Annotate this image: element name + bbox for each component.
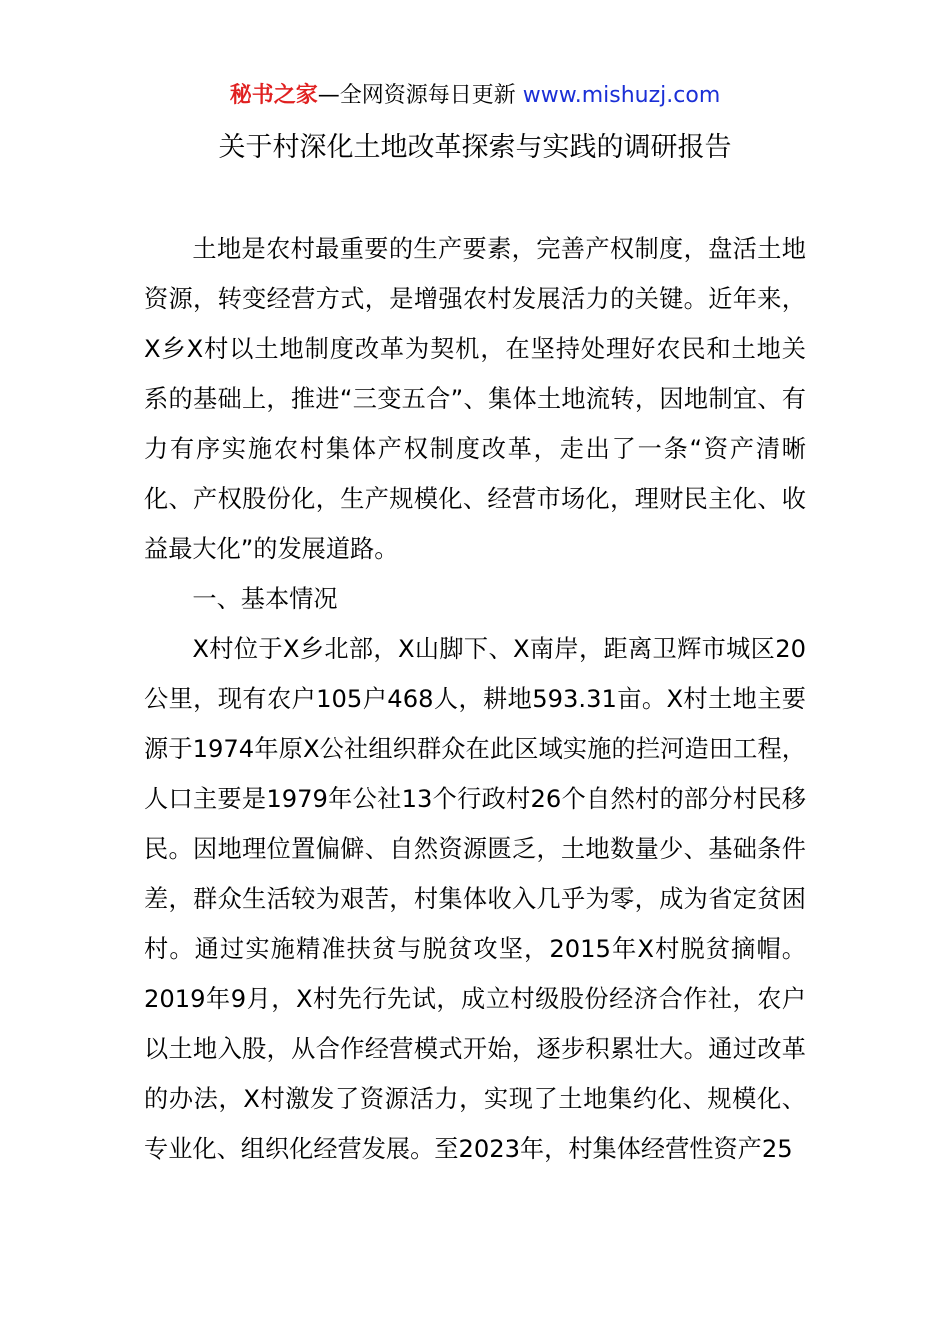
document-title: 关于村深化土地改革探索与实践的调研报告 xyxy=(218,132,732,163)
site-tagline: —全网资源每日更新 xyxy=(317,83,516,108)
site-brand: 秘书之家 xyxy=(229,83,318,108)
site-header xyxy=(0,80,950,112)
intro-paragraph: 土地是农村最重要的生产要素，完善产权制度，盘活土地资源，转变经营方式，是增强农村发展活力的关键。近年来，X乡X村以土地制度改革为契机，在坚持处理好农民和土地关系的基础上，推进“三变五合”、集体土地流转，因地制宜、有力有序实施农村集体产权制度改革，走出了一条“资产清晰化、产权股份化，生产规模化、经营市场化，理财民主化、收益最大化”的发展道路。 xyxy=(144,235,806,563)
document-body xyxy=(144,224,806,1174)
section-heading-basic-situation: 一、基本情况 xyxy=(192,585,338,613)
basic-situation-paragraph: X村位于X乡北部，X山脚下、X南岸，距离卫辉市城区20公里，现有农户105户468人，耕地593.31亩。X村土地主要源于1974年原X公社组织群众在此区域实施的拦河造田工程，人口主要是1979年公社13个行政村26个自然村的部分村民移民。因地理位置偏僻、自然资源匮乏，土地数量少、基础条件差，群众生活较为艰苦，村集体收入几乎为零，成为省定贫困村。通过实施精准扶贫与脱贫攻坚，2015年X村脱贫摘帽。2019年9月，X村先行先试，成立村级股份经济合作社，农户以土地入股，从合作经营模式开始，逐步积累壮大。通过改革的办法，X村激发了资源活力，实现了土地集约化、规模化、专业化、组织化经营发展。至2023年，村集体经营性资产25 xyxy=(144,635,806,1163)
site-url-link[interactable]: www.mishuzj.com xyxy=(522,83,721,108)
